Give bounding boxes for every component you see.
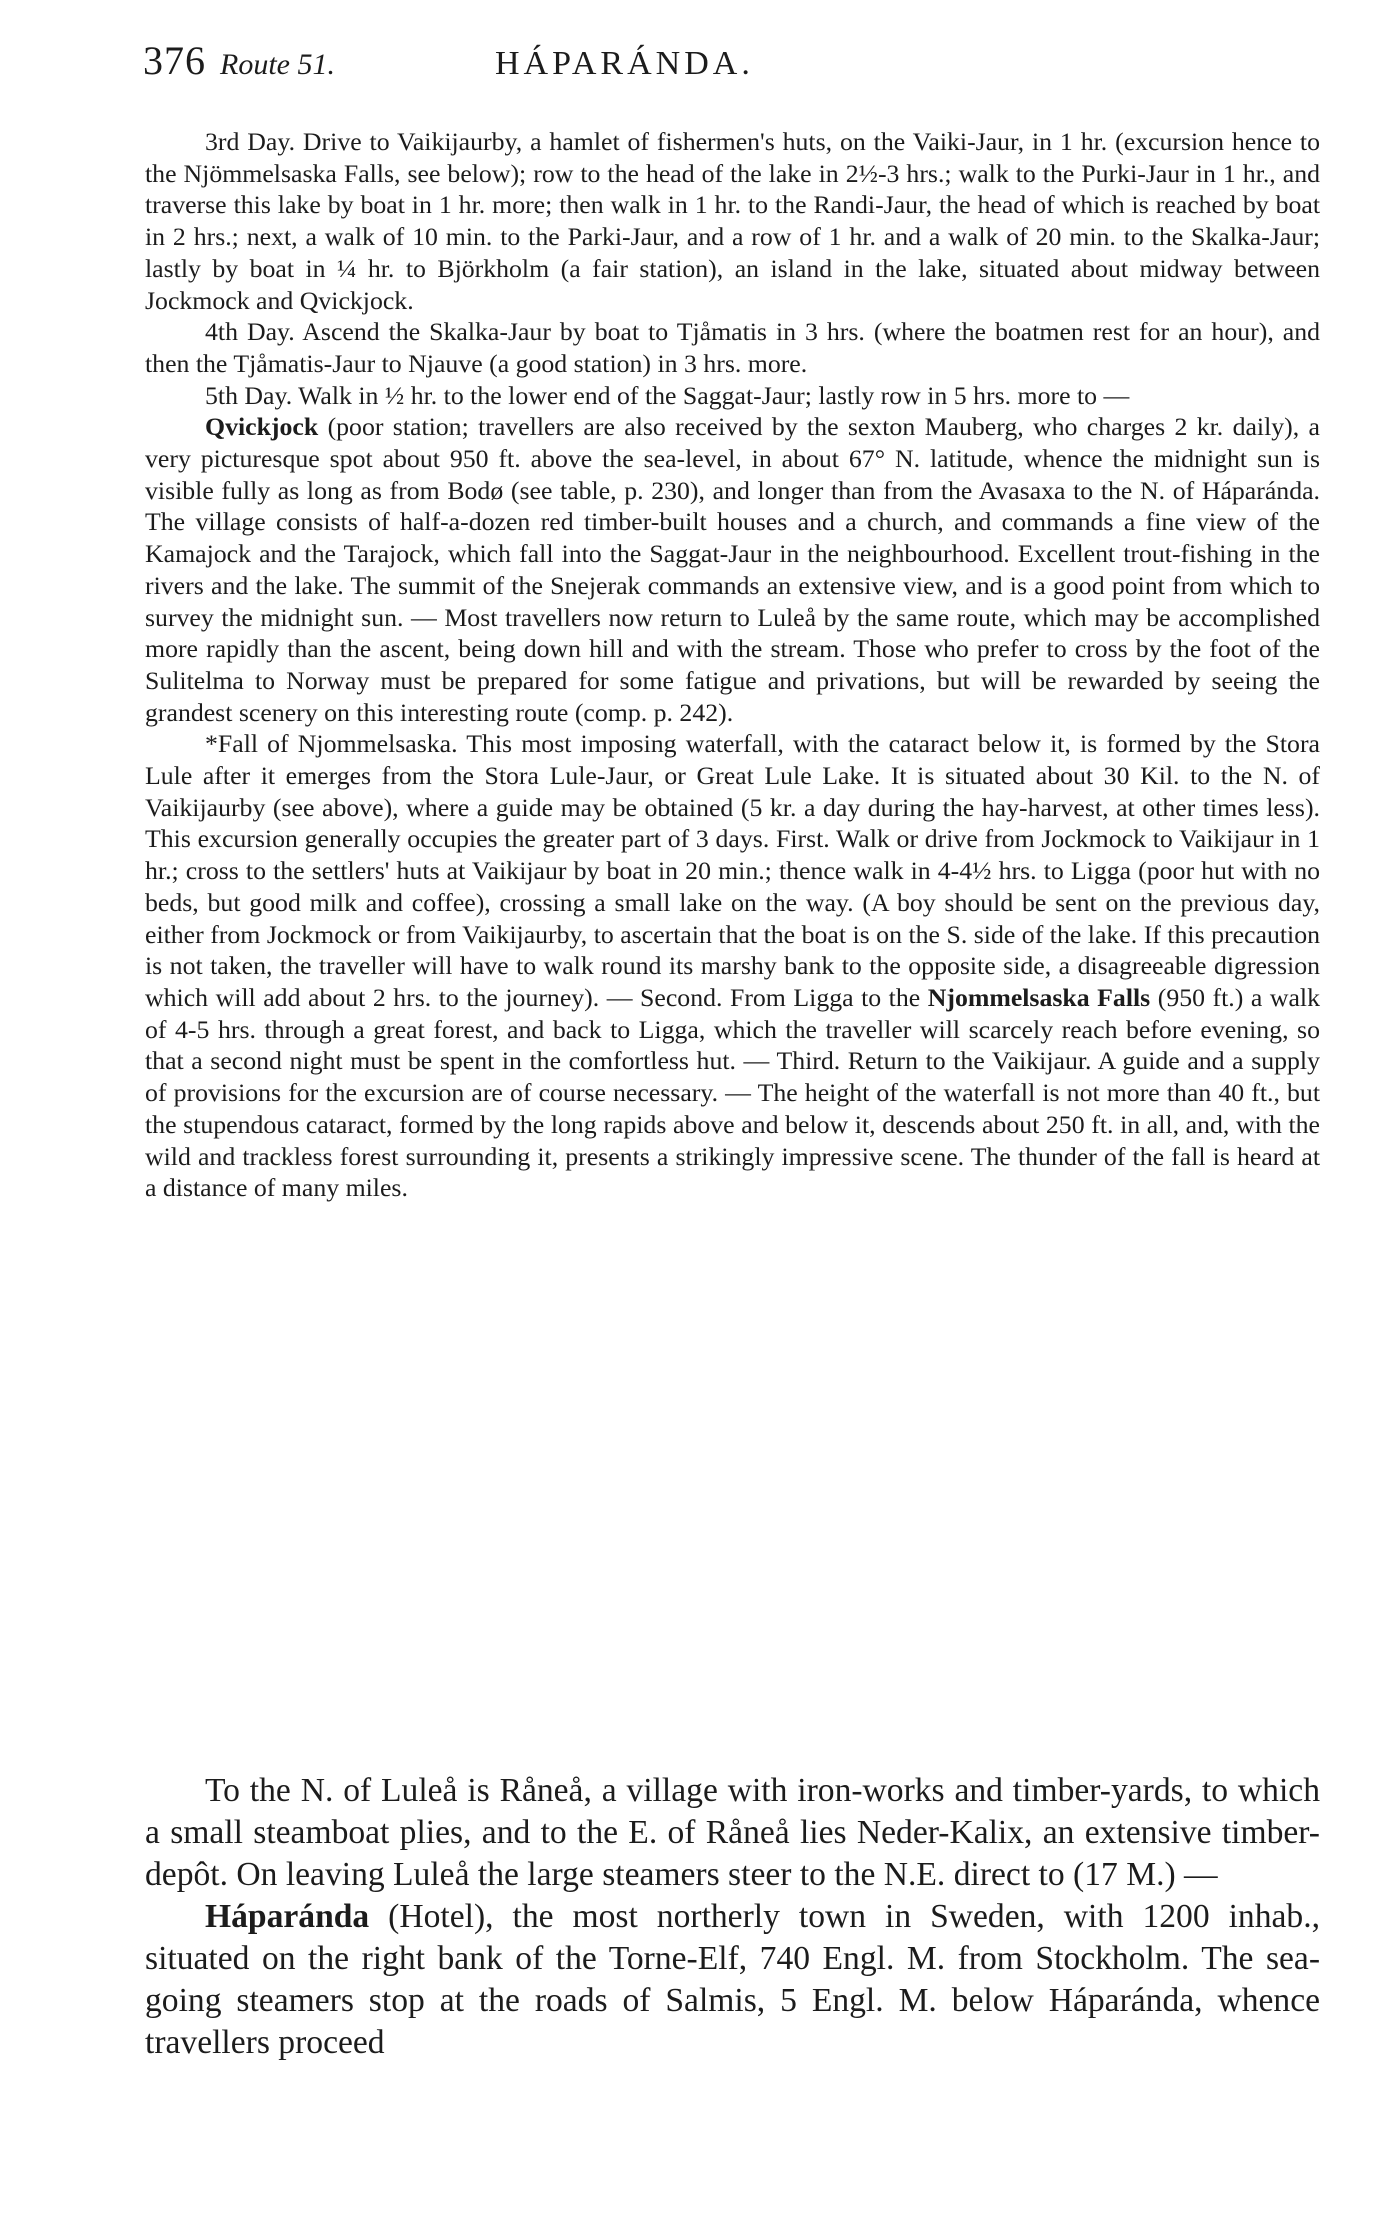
paragraph-fall — [145, 728, 1320, 1204]
paragraph-qvickjock — [145, 411, 1320, 728]
running-head — [143, 36, 1323, 86]
paragraph-haparanda — [145, 1896, 1320, 2064]
qvickjock-heading: Qvickjock — [205, 412, 319, 442]
qvickjock-text: (poor station; travellers are also received by the sexton Mauberg, who charges 2 kr. daily), a very picturesque spot about 950 ft. above the sea-level, in about 67° N. latitude, whence the midnight sun is visible fully as long as from Bodø (see table, p. 230), and longer than from the Avasaxa to the N. of Háparánda. The village consists of half-a-dozen red timber-built houses and a church, and commands a fine view of the Kamajock and the Tarajock, which fall into the Saggat-Jaur in the neighbourhood. Excellent trout-fishing in the rivers and the lake. The summit of the Snejerak commands an extensive view, and is a good point from which to survey the midnight sun. — Most travellers now return to Luleå by the same route, which may be accomplished more rapidly than the ascent, being down hill and with the stream. Those who prefer to cross by the foot of the Sulitelma to Norway must be prepared for some fatigue and privations, but will be rewarded by seeing the grandest scenery on this interesting route (comp. p. 242). — [145, 412, 1320, 727]
route-label: Route 51. — [220, 48, 335, 81]
falls-name: Njommelsaska Falls — [927, 982, 1151, 1012]
paragraph-ranea: To the N. of Luleå is Råneå, a village with iron-works and timber-yards, to which a small steamboat plies, and to the E. of Råneå lies Neder-Kalix, an extensive timber-depôt. On leaving Luleå the large steamers steer to the N.E. direct to (17 M.) — — [145, 1772, 1320, 1893]
large-print-section — [145, 1770, 1320, 2064]
fall-text-after: (950 ft.) a walk of 4-5 hrs. through a great forest, and back to Ligga, which the traveller will scarcely reach before evening, so that a second night must be spent in the comfortless hut. — Third. Return to the Vaikijaur. A guide and a supply of provisions for the excursion are of course necessary. — The height of the waterfall is not more than 40 ft., but the stupendous cataract, formed by the long rapids above and below it, descends about 250 ft. in all, and, with the wild and trackless forest surrounding it, presents a strikingly impressive scene. The thunder of the fall is heard at a distance of many miles. — [145, 982, 1320, 1203]
haparanda-text: (Hotel), the most northerly town in Sweden, with 1200 inhab., situated on the right bank of the Torne-Elf, 740 Engl. M. from Stockholm. The sea-going steamers stop at the roads of Salmis, 5 Engl. M. below Háparánda, whence travellers proceed — [145, 1898, 1320, 2061]
paragraph-4th-day: 4th Day. Ascend the Skalka-Jaur by boat to Tjåmatis in 3 hrs. (where the boatmen rest for an hour), and then the Tjåmatis-Jaur to Njauve (a good station) in 3 hrs. more. — [145, 317, 1320, 378]
fall-text-before: This most imposing waterfall, with the cataract below it, is formed by the Stora Lule after it emerges from the Stora Lule-Jaur, or Great Lule Lake. It is situated about 30 Kil. to the N. of Vaikijaurby (see above), where a guide may be obtained (5 kr. a day during the hay-harvest, at other times less). This excursion generally occupies the greater part of 3 days. First. Walk or drive from Jockmock to Vaikijaur in 1 hr.; cross to the settlers' huts at Vaikijaur by boat in 20 min.; thence walk in 4-4½ hrs. to Ligga (poor hut with no beds, but good milk and coffee), crossing a small lake on the way. (A boy should be sent on the previous day, either from Jockmock or from Vaikijaurby, to ascertain that the boat is on the S. side of the lake. If this precaution is not taken, the traveller will have to walk round its marshy bank to the opposite side, a disagreeable digression which will add about 2 hrs. to the journey). — Second. From Ligga to the — [145, 729, 1320, 1012]
page-number: 376 — [143, 38, 206, 83]
fall-heading: *Fall of Njommelsaska. — [205, 729, 458, 759]
haparanda-heading: Háparánda — [205, 1898, 370, 1935]
page-title: HÁPARÁNDA. — [494, 45, 754, 82]
paragraph-5th-day: 5th Day. Walk in ½ hr. to the lower end of the Saggat-Jaur; lastly row in 5 hrs. more to — — [205, 380, 1130, 410]
paragraph-3rd-day: 3rd Day. Drive to Vaikijaurby, a hamlet of fishermen's huts, on the Vaiki-Jaur, in 1 hr. (excursion hence to the Njömmelsaska Falls, see below); row to the head of the lake in 2½-3 hrs.; walk to the Purki-Jaur in 1 hr., and traverse this lake by boat in 1 hr. more; then walk in 1 hr. to the Randi-Jaur, the head of which is reached by boat in 2 hrs.; next, a walk of 10 min. to the Parki-Jaur, and a row of 1 hr. and a walk of 20 min. to the Skalka-Jaur; lastly by boat in ¼ hr. to Björkholm (a fair station), an island in the lake, situated about midway between Jockmock and Qvickjock. — [145, 127, 1320, 315]
small-print-section — [145, 126, 1320, 1204]
